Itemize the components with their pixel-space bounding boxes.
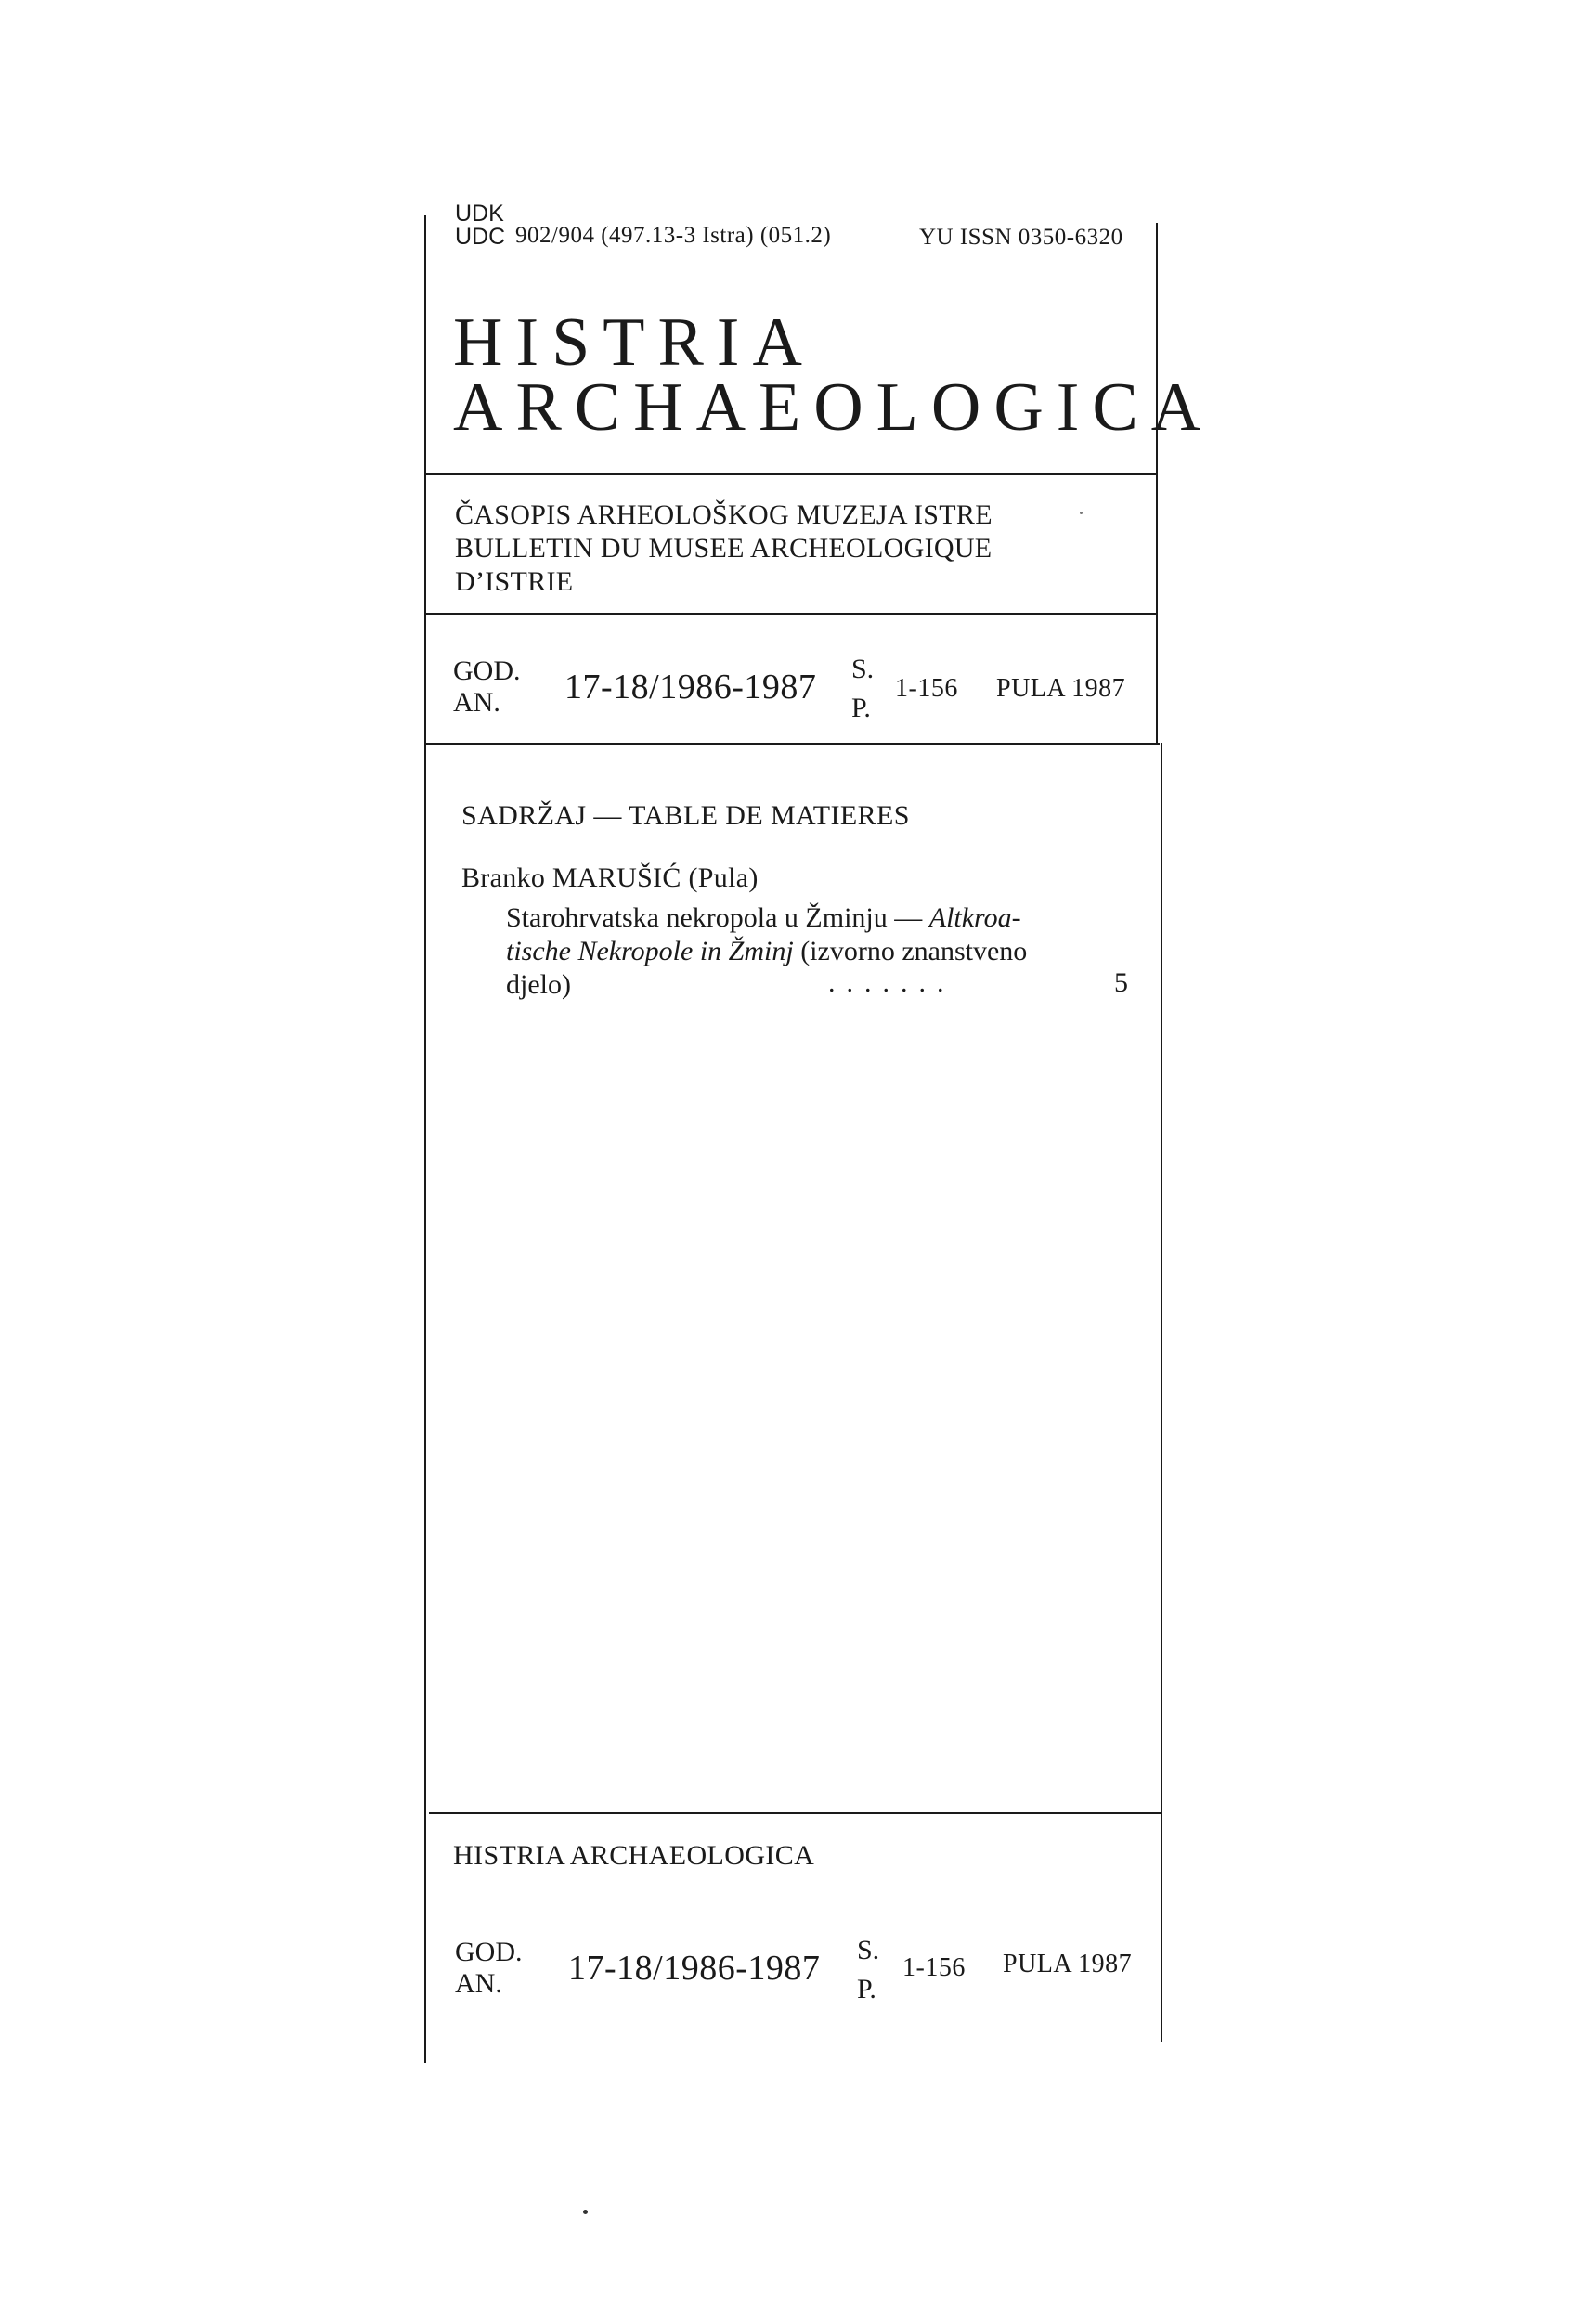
- footer-place-year: PULA 1987: [1003, 1950, 1133, 1978]
- toc-entry-page: 5: [1114, 967, 1129, 998]
- subtitle-line3: D’ISTRIE: [455, 566, 574, 597]
- udk-label-stack: [455, 202, 505, 249]
- footer-p-label: P.: [857, 1974, 876, 2004]
- volume-s-p: [851, 654, 874, 724]
- footer-s-p: [857, 1935, 879, 2005]
- frame-right-line-lower: [1161, 743, 1162, 2042]
- toc-entry-author: Branko MARUŠIĆ (Pula): [461, 862, 759, 893]
- subtitle-block: [455, 499, 993, 599]
- footer-volume-number: 17-18/1986-1987: [568, 1949, 821, 1988]
- scan-speck: [1080, 512, 1083, 514]
- volume-pages: 1-156: [895, 674, 958, 703]
- toc-title-italic-2: tische Nekropole in Žminj: [506, 936, 794, 966]
- journal-title-line2: ARCHAEOLOGICA: [453, 370, 1214, 446]
- frame-right-line: [1156, 223, 1158, 743]
- god-label: GOD.: [453, 655, 521, 686]
- toc-entry-title-line2: [506, 935, 1027, 968]
- journal-title-line1: HISTRIA: [453, 305, 815, 381]
- scan-speck: [583, 2210, 588, 2214]
- divider-volume: [426, 743, 1160, 745]
- udk-code: 902/904 (497.13-3 Istra) (051.2): [515, 223, 832, 248]
- divider-footer: [429, 1812, 1162, 1814]
- toc-title-italic-1: Altkroa-: [928, 902, 1021, 933]
- volume-god-an: [453, 655, 521, 719]
- footer-s-label: S.: [857, 1935, 880, 1965]
- footer-an-label: AN.: [455, 1968, 502, 1999]
- udk-label: UDK: [455, 201, 504, 227]
- subtitle-line1: ČASOPIS ARHEOLOŠKOG MUZEJA ISTRE: [455, 499, 993, 530]
- udc-label: UDC: [455, 224, 506, 250]
- toc-entry-title-line1: [506, 901, 1027, 935]
- footer-title: HISTRIA ARCHAEOLOGICA: [453, 1840, 815, 1871]
- issn: YU ISSN 0350-6320: [919, 225, 1123, 250]
- volume-number: 17-18/1986-1987: [564, 668, 817, 707]
- toc-heading: SADRŽAJ — TABLE DE MATIERES: [461, 800, 910, 831]
- p-label: P.: [851, 693, 871, 723]
- divider-title: [424, 473, 1158, 475]
- toc-title-plain-1: Starohrvatska nekropola u Žminju —: [506, 902, 929, 933]
- footer-pages: 1-156: [902, 1953, 966, 1982]
- toc-entry-leaders: .......: [828, 967, 955, 998]
- frame-left-line: [424, 215, 426, 2063]
- divider-subtitle: [424, 613, 1158, 615]
- volume-place-year: PULA 1987: [996, 674, 1126, 703]
- an-label: AN.: [453, 687, 500, 718]
- footer-god-an: [455, 1937, 523, 2000]
- toc-entry-title-line3: djelo): [506, 969, 571, 1000]
- footer-god-label: GOD.: [455, 1937, 523, 1967]
- subtitle-line2: BULLETIN DU MUSEE ARCHEOLOGIQUE: [455, 533, 993, 564]
- s-label: S.: [851, 654, 875, 684]
- toc-title-plain-2: (izvorno znanstveno: [793, 936, 1028, 966]
